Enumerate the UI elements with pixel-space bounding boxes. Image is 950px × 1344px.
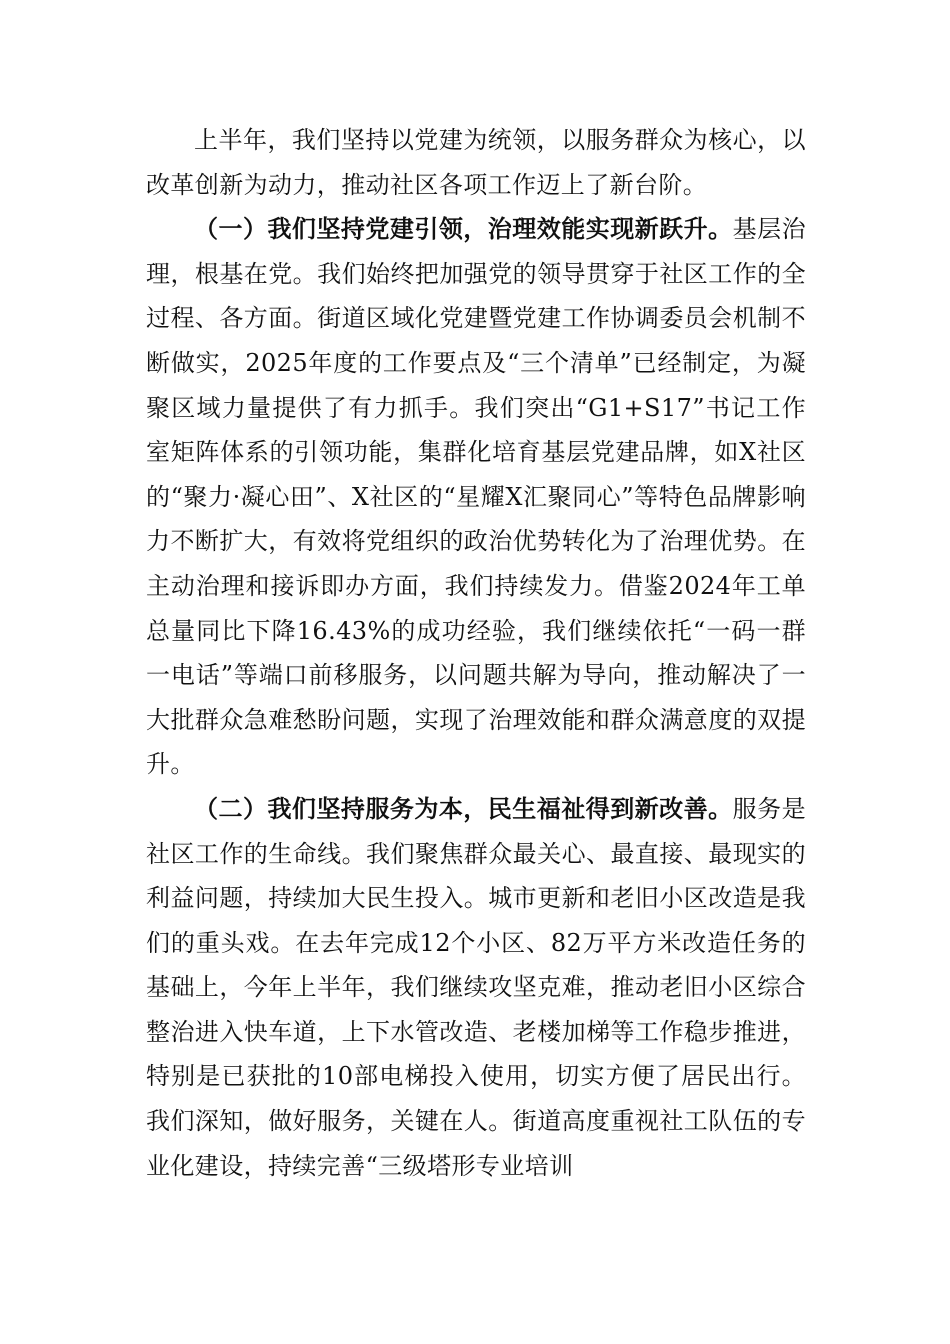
paragraph-section-2 <box>146 787 806 1188</box>
paragraph-text: 服务是社区工作的生命线。我们聚焦群众最关心、最直接、最现实的利益问题，持续加大民生投入。城市更新和老旧小区改造是我们的重头戏。在去年完成12个小区、82万平方米改造任务的基础上，今年上半年，我们继续攻坚克难，推动老旧小区综合整治进入快车道，上下水管改造、老楼加梯等工作稳步推进，特别是已获批的10部电梯投入使用，切实方便了居民出行。我们深知，做好服务，关键在人。街道高度重视社工队伍的专业化建设，持续完善“三级塔形专业培训 <box>146 794 806 1180</box>
paragraph-intro <box>146 118 806 207</box>
paragraph-text: 上半年，我们坚持以党建为统领，以服务群众为核心，以改革创新为动力，推动社区各项工作迈上了新台阶。 <box>146 126 806 199</box>
document-body <box>146 118 806 1188</box>
paragraph-text: 基层治理，根基在党。我们始终把加强党的领导贯穿于社区工作的全过程、各方面。街道区域化党建暨党建工作协调委员会机制不断做实，2025年度的工作要点及“三个清单”已经制定，为凝聚区域力量提供了有力抓手。我们突出“G1+S17”书记工作室矩阵体系的引领功能，集群化培育基层党建品牌，如X社区的“聚力·凝心田”、X社区的“星耀X汇聚同心”等特色品牌影响力不断扩大，有效将党组织的政治优势转化为了治理优势。在主动治理和接诉即办方面，我们持续发力。借鉴2024年工单总量同比下降16.43%的成功经验，我们继续依托“一码一群一电话”等端口前移服务，以问题共解为导向，推动解决了一大批群众急难愁盼问题，实现了治理效能和群众满意度的双提升。 <box>146 215 806 779</box>
paragraph-section-1 <box>146 207 806 787</box>
section-heading: （二）我们坚持服务为本，民生福祉得到新改善。 <box>194 793 733 823</box>
section-heading: （一）我们坚持党建引领，治理效能实现新跃升。 <box>194 214 733 244</box>
